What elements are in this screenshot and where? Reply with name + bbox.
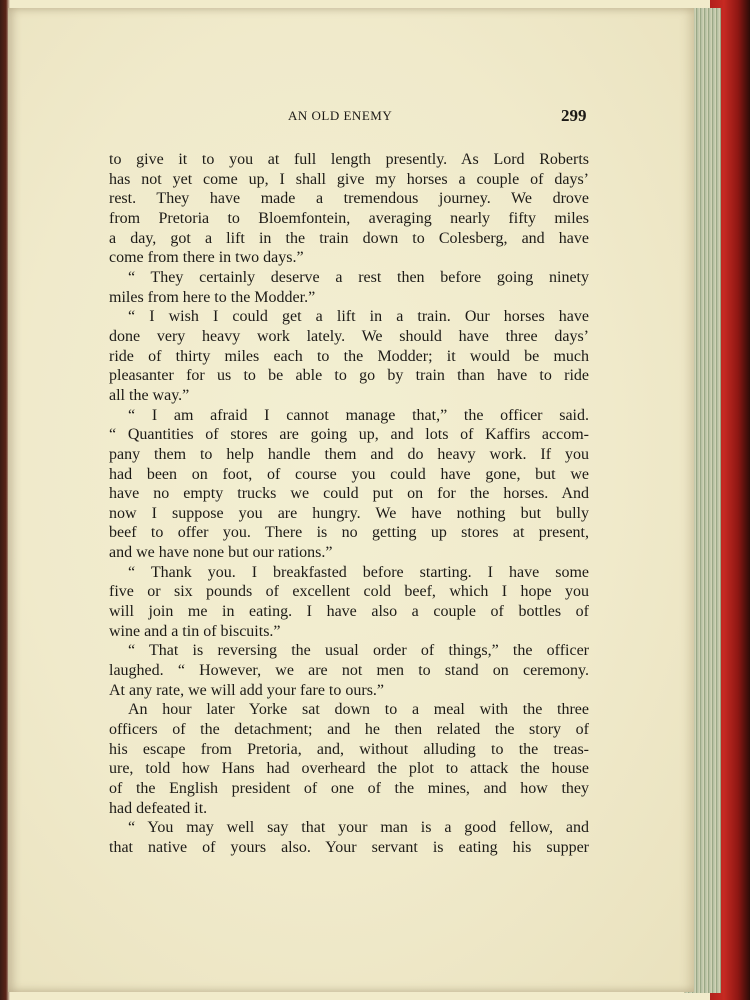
running-head: AN OLD ENEMY xyxy=(288,108,393,123)
text-line: wine and a tin of biscuits.” xyxy=(109,622,281,640)
text-line: come from there in two days.” xyxy=(109,249,304,267)
text-line: officers of the detachment; and he then related the story of xyxy=(109,721,589,739)
text-line: will join me in eating. I have also a couple of bottles of xyxy=(109,603,589,621)
text-line: beef to offer you. There is no getting up stores at present, xyxy=(109,524,589,542)
text-line: had been on foot, of course you could have gone, but we xyxy=(109,465,589,483)
text-line: now I suppose you are hungry. We have nothing but bully xyxy=(109,504,589,522)
text-line: done very heavy work lately. We should have three days’ xyxy=(109,327,589,345)
text-line: “ They certainly deserve a rest then before going ninety xyxy=(128,268,589,286)
page-number: 299 xyxy=(561,106,587,125)
text-line: “ Quantities of stores are going up, and lots of Kaffirs accom- xyxy=(109,426,589,444)
body-text xyxy=(109,150,589,858)
text-line: rest. They have made a tremendous journey. We drove xyxy=(109,190,589,208)
text-line: and we have none but our rations.” xyxy=(109,544,333,562)
book-page xyxy=(8,8,694,992)
text-line: ride of thirty miles each to the Modder; it would be much xyxy=(109,347,589,365)
text-line: a day, got a lift in the train down to Colesberg, and have xyxy=(109,229,589,247)
text-line: of the English president of one of the mines, and how they xyxy=(109,780,589,797)
text-line: pleasanter for us to be able to go by train than have to ride xyxy=(109,367,589,385)
text-line: five or six pounds of excellent cold beef, which I hope you xyxy=(109,583,589,601)
text-line: “ You may well say that your man is a good fellow, and xyxy=(128,819,589,837)
text-line: “ Thank you. I breakfasted before starting. I have some xyxy=(128,563,589,581)
text-line: from Pretoria to Bloemfontein, averaging nearly fifty miles xyxy=(109,209,589,227)
text-line: An hour later Yorke sat down to a meal with the three xyxy=(128,701,589,719)
text-line: had defeated it. xyxy=(109,799,208,817)
text-line: “ I wish I could get a lift in a train. Our horses have xyxy=(128,308,589,326)
text-line: ure, told how Hans had overheard the plot to attack the house xyxy=(109,760,589,778)
text-line: miles from here to the Modder.” xyxy=(109,288,316,306)
text-line: pany them to help handle them and do heavy work. If you xyxy=(109,445,589,463)
text-line: his escape from Pretoria, and, without alluding to the treas- xyxy=(109,740,589,758)
text-line: has not yet come up, I shall give my horses a couple of days’ xyxy=(109,170,589,188)
text-line: all the way.” xyxy=(109,386,190,404)
text-line: “ That is reversing the usual order of things,” the officer xyxy=(128,642,589,660)
text-line: have no empty trucks we could put on for the horses. And xyxy=(109,485,589,503)
text-line: At any rate, we will add your fare to ours.” xyxy=(109,681,385,699)
text-line: “ I am afraid I cannot manage that,” the officer said. xyxy=(128,406,589,424)
text-line: to give it to you at full length presently. As Lord Roberts xyxy=(109,151,589,168)
text-line: laughed. “ However, we are not men to stand on ceremony. xyxy=(109,662,589,680)
text-line: that native of yours also. Your servant is eating his supper xyxy=(109,838,589,856)
